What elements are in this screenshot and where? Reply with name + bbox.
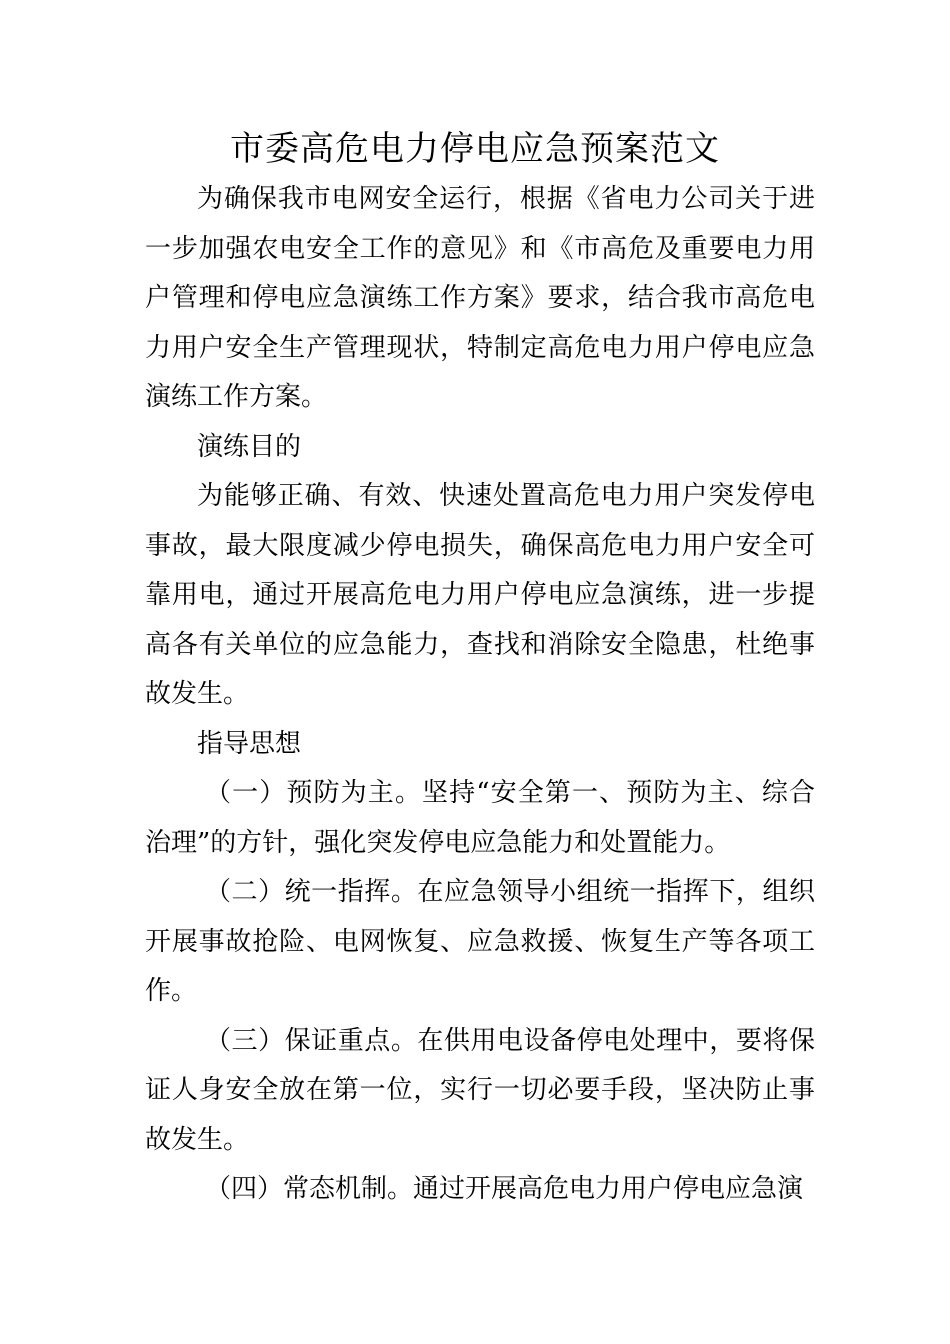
guiding-item-2: （二）统一指挥。在应急领导小组统一指挥下，组织开展事故抢险、电网恢复、应急救援、恢复生产等各项工作。 [145, 877, 815, 1006]
intro-paragraph: 为确保我市电网安全运行，根据《省电力公司关于进一步加强农电安全工作的意见》和《市高危及重要电力用户管理和停电应急演练工作方案》要求，结合我市高危电力用户安全生产管理现状，特制定高危电力用户停电应急演练工作方案。 [145, 184, 815, 412]
guiding-item-3: （三）保证重点。在供用电设备停电处理中，要将保证人身安全放在第一位，实行一切必要手段，坚决防止事故发生。 [145, 1025, 815, 1155]
section-heading-purpose: 演练目的 [197, 431, 302, 462]
guiding-item-1: （一）预防为主。坚持“安全第一、预防为主、综合治理”的方针，强化突发停电应急能力和处置能力。 [145, 778, 815, 858]
section-heading-guiding: 指导思想 [197, 728, 302, 759]
guiding-item-4: （四）常态机制。通过开展高危电力用户停电应急演 [205, 1174, 804, 1204]
purpose-paragraph: 为能够正确、有效、快速处置高危电力用户突发停电事故，最大限度减少停电损失，确保高危电力用户安全可靠用电，通过开展高危电力用户停电应急演练，进一步提高各有关单位的应急能力，查找和消除安全隐患，杜绝事故发生。 [145, 481, 815, 709]
document-body [145, 175, 815, 1215]
document-title: 市委高危电力停电应急预案范文 [230, 129, 720, 169]
